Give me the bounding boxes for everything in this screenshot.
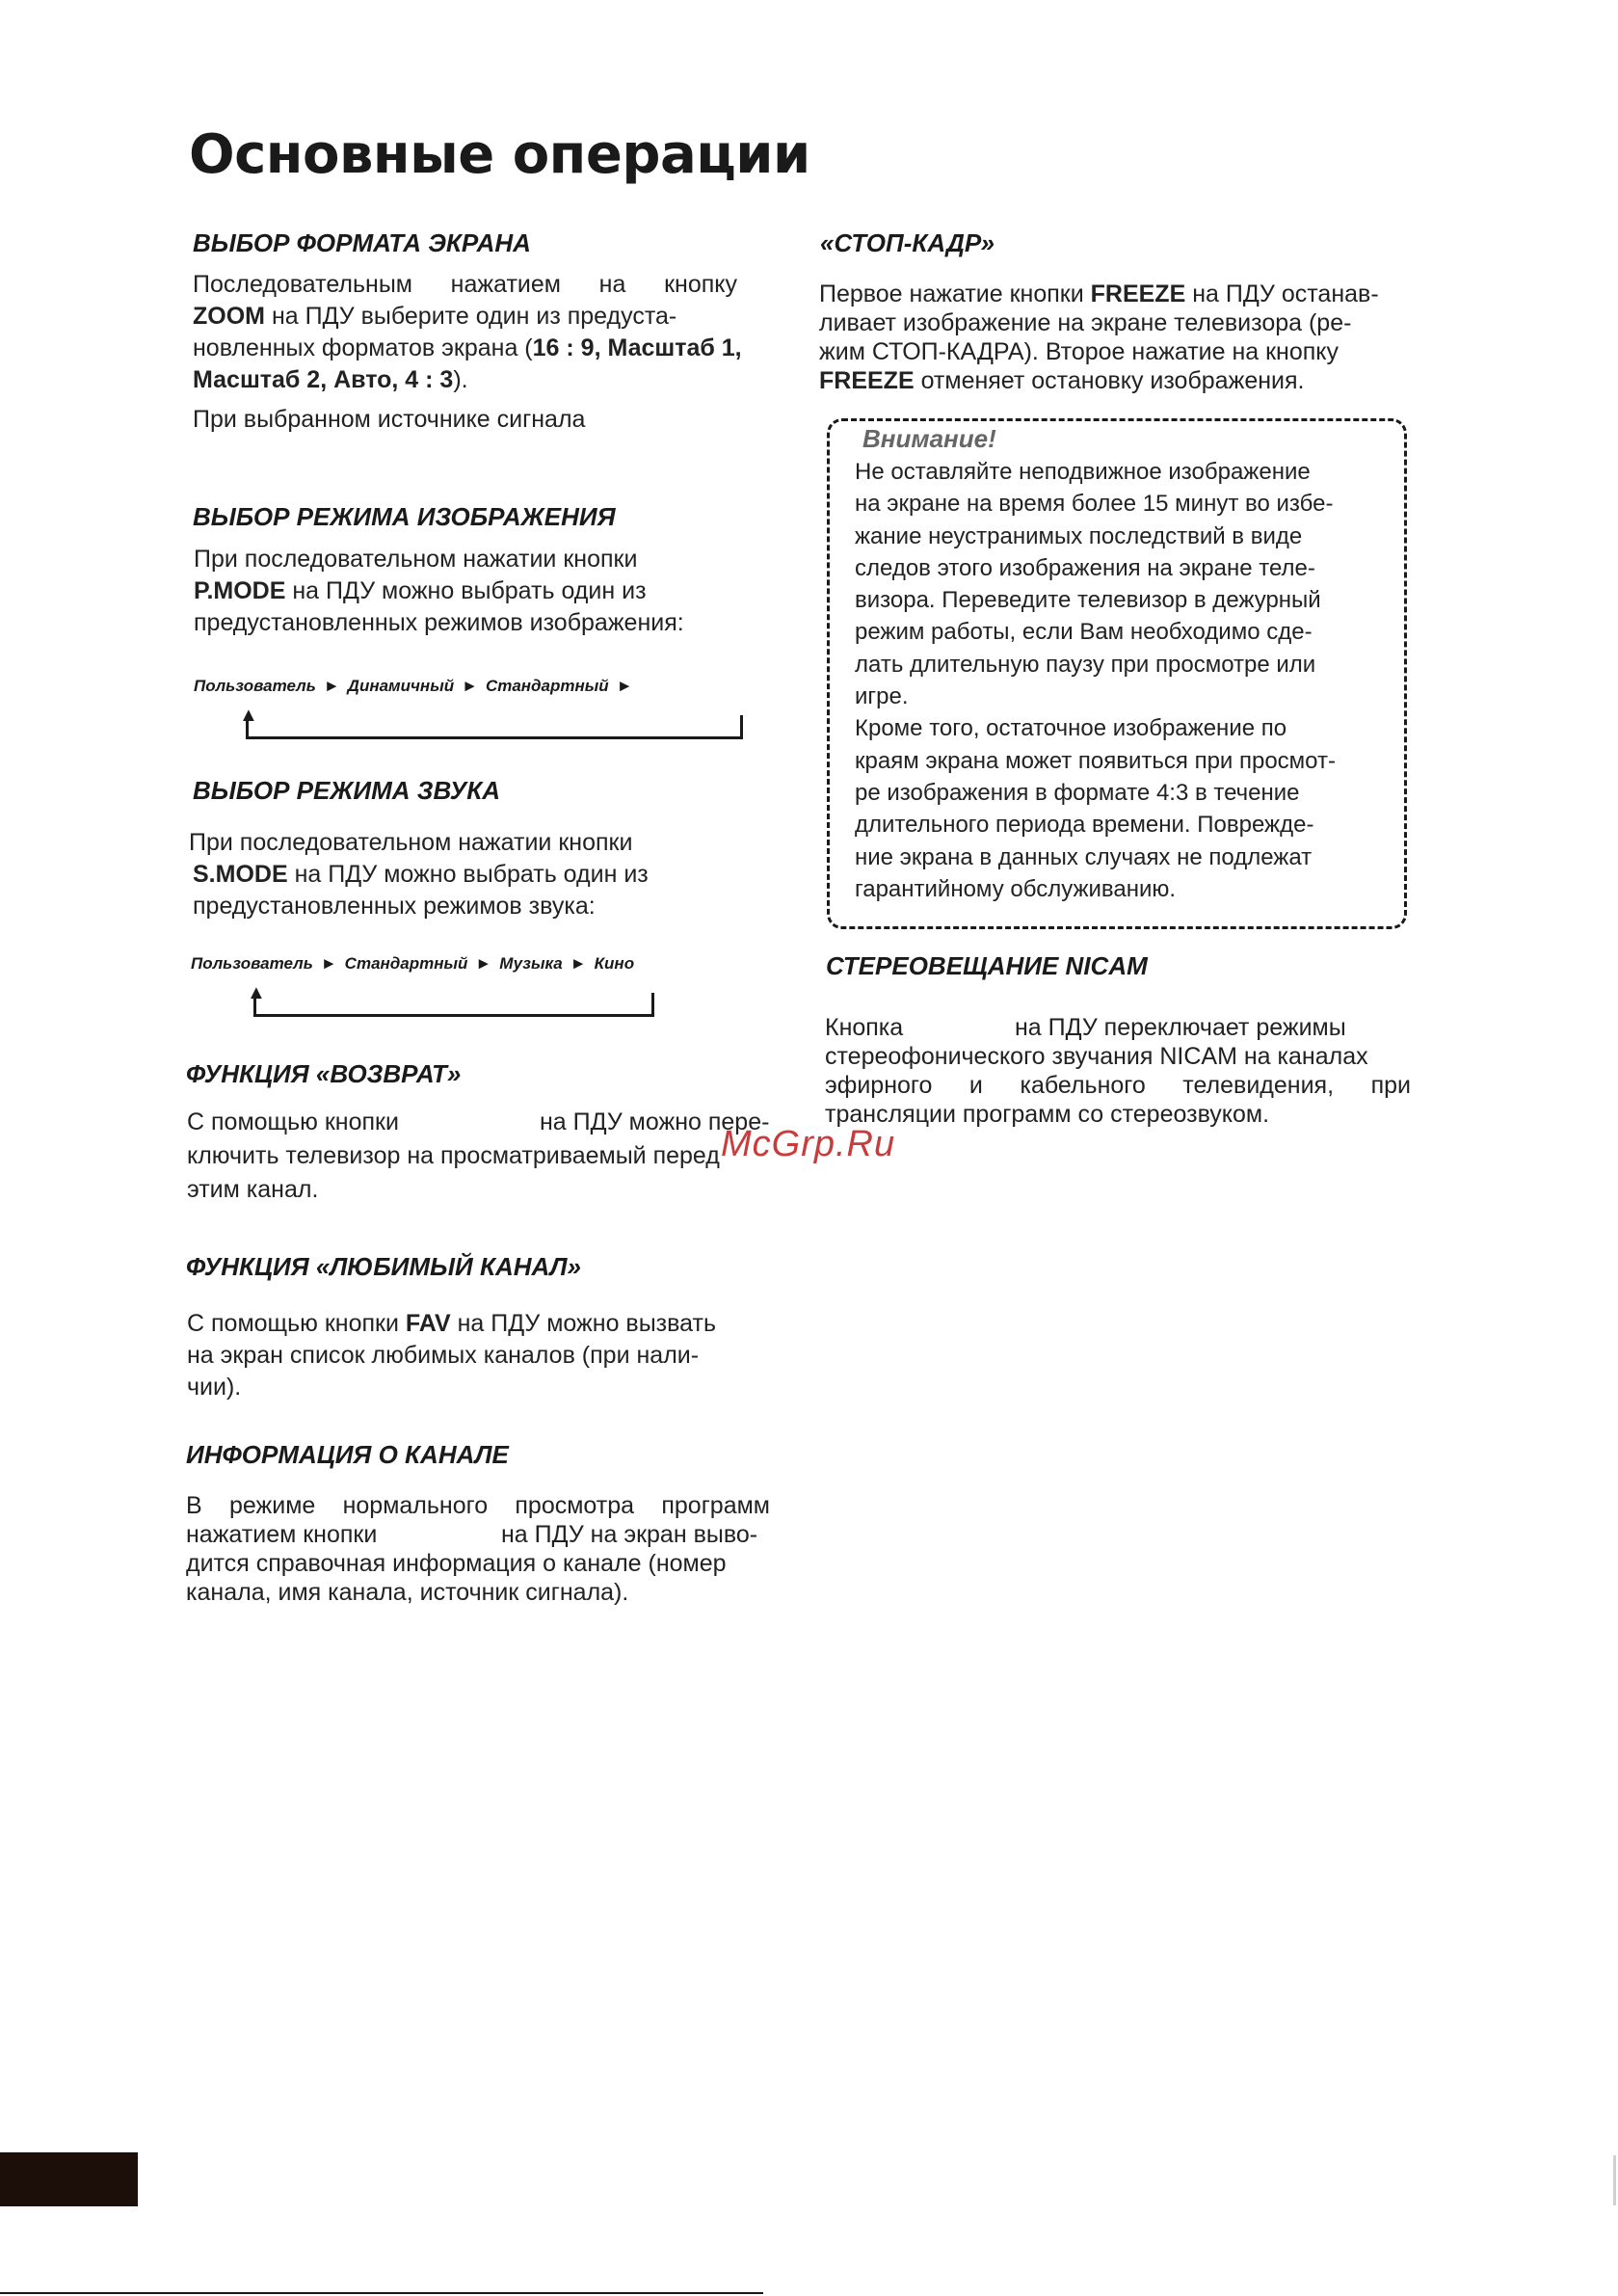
pmode-key: P.MODE: [194, 577, 286, 604]
warning-text: [855, 456, 1336, 905]
warning-line: жание неустранимых последствий в виде: [855, 522, 1303, 549]
favorite-line-2: на экран список любимых каналов (при нали-: [187, 1342, 700, 1369]
channel-info-line-3: дится справочная информация о канале (номер: [186, 1550, 727, 1577]
freeze-line-4: [819, 365, 1304, 397]
fav-key: FAV: [405, 1310, 451, 1337]
warning-line: краям экрана может появиться при просмот-: [855, 747, 1336, 774]
section-title-screen-format: ВЫБОР ФОРМАТА ЭКРАНА: [193, 228, 531, 257]
sound-mode-item: Кино: [594, 954, 635, 973]
picture-mode-item: Динамичный: [347, 677, 455, 695]
return-line-1a: С помощью кнопки: [187, 1108, 399, 1135]
arrow-up-icon: ▲: [247, 982, 266, 1003]
warning-line: ние экрана в данных случаях не подлежат: [855, 843, 1313, 870]
freeze-key: FREEZE: [819, 367, 915, 394]
warning-line: на экране на время более 15 минут во избе-: [855, 491, 1334, 518]
channel-info-line-4: канала, имя канала, источник сигнала).: [186, 1579, 629, 1606]
section-title-picture-mode: ВЫБОР РЕЖИМА ИЗОБРАЖЕНИЯ: [193, 502, 616, 531]
sound-mode-loop-line: [253, 993, 654, 1017]
sound-mode-line-3: предустановленных режимов звука:: [193, 893, 596, 920]
nicam-line-3: эфирного и кабельного телевидения, при: [825, 1072, 1411, 1099]
section-title-sound-mode: ВЫБОР РЕЖИМА ЗВУКА: [193, 776, 500, 805]
section-title-favorite: ФУНКЦИЯ «ЛЮБИМЫЙ КАНАЛ»: [186, 1252, 581, 1281]
page-number-block: [0, 2152, 138, 2206]
watermark: McGrp.Ru: [721, 1124, 896, 1164]
picture-mode-line-2: [194, 575, 647, 607]
arrow-right-icon: ►: [323, 677, 340, 695]
picture-mode-item: Стандартный: [485, 677, 609, 695]
edge-mark: [1613, 2155, 1616, 2205]
screen-format-line-3: [193, 333, 742, 396]
warning-line: визора. Переведите телевизор в дежурный: [855, 587, 1321, 614]
section-title-channel-info: ИНФОРМАЦИЯ О КАНАЛЕ: [186, 1440, 509, 1469]
freeze-line-2: ливает изображение на экране телевизора (ре-: [819, 309, 1352, 336]
sound-mode-line-1: При последовательном нажатии кнопки: [189, 829, 633, 856]
favorite-line-3: чии).: [187, 1374, 242, 1401]
freeze-text-1a: Первое нажатие кнопки: [819, 280, 1091, 307]
warning-line: Не оставляйте неподвижное изображение: [855, 459, 1311, 485]
screen-format-text-2: на ПДУ выберите один из предуста-: [265, 303, 677, 330]
picture-mode-text-2: на ПДУ можно выбрать один из: [285, 577, 647, 604]
screen-format-list: 16 : 9, Масштаб 1, Масштаб 2, Авто, 4 : 3: [193, 334, 742, 393]
footer-rule: [0, 2292, 763, 2294]
freeze-text-4: отменяет остановку изображения.: [914, 367, 1305, 394]
section-title-nicam: СТЕРЕОВЕЩАНИЕ NICAM: [826, 951, 1148, 980]
screen-format-line-1: Последовательным нажатием на кнопку: [193, 271, 737, 298]
nicam-line-1b: на ПДУ переключает режимы: [1015, 1014, 1346, 1041]
sound-mode-item: Музыка: [499, 954, 563, 973]
warning-title: Внимание!: [862, 424, 996, 453]
channel-info-line-2a: нажатием кнопки: [186, 1521, 378, 1548]
freeze-text-1b: на ПДУ останав-: [1185, 280, 1379, 307]
arrow-right-icon: ►: [616, 677, 633, 695]
screen-format-line-2: [193, 301, 742, 333]
arrow-right-icon: ►: [475, 954, 492, 973]
channel-info-line-1: В режиме нормального просмотра программ: [186, 1492, 770, 1519]
freeze-key: FREEZE: [1090, 280, 1186, 307]
section-title-freeze: «СТОП-КАДР»: [820, 228, 995, 257]
picture-mode-loop-line: [246, 715, 743, 739]
arrow-right-icon: ►: [462, 677, 478, 695]
warning-line: гарантийному обслуживанию.: [855, 875, 1177, 902]
picture-mode-line-3: предустановленных режимов изображения:: [194, 609, 684, 636]
favorite-line-1: [187, 1308, 716, 1340]
nicam-line-1a: Кнопка: [825, 1014, 904, 1041]
warning-line: лать длительную паузу при просмотре или: [855, 651, 1316, 678]
warning-line: игре.: [855, 683, 909, 710]
screen-format-text-3: новленных форматов экрана (: [193, 334, 533, 361]
sound-mode-item: Стандартный: [344, 954, 468, 973]
zoom-key: ZOOM: [193, 303, 265, 330]
picture-mode-sequence: [194, 677, 641, 696]
favorite-text-1a: С помощью кнопки: [187, 1310, 406, 1337]
smode-key: S.MODE: [193, 861, 288, 888]
section-title-return: ФУНКЦИЯ «ВОЗВРАТ»: [186, 1059, 462, 1088]
channel-info-line-2b: на ПДУ на экран выво-: [501, 1521, 758, 1548]
arrow-up-icon: ▲: [239, 705, 258, 726]
return-line-3: этим канал.: [187, 1176, 319, 1203]
warning-line: режим работы, если Вам необходимо сде-: [855, 619, 1313, 646]
picture-mode-line-1: При последовательном нажатии кнопки: [194, 546, 638, 573]
nicam-line-2: стереофонического звучания NICAM на каналах: [825, 1043, 1368, 1070]
freeze-line-3: жим СТОП-КАДРА). Второе нажатие на кнопку: [819, 338, 1339, 365]
warning-line: следов этого изображения на экране теле-: [855, 554, 1315, 581]
warning-line: ре изображения в формате 4:3 в течение: [855, 779, 1300, 806]
warning-line: длительного периода времени. Поврежде-: [855, 812, 1314, 839]
sound-mode-item: Пользователь: [191, 954, 313, 973]
arrow-right-icon: ►: [320, 954, 337, 973]
screen-format-line-5: При выбранном источнике сигнала: [193, 406, 586, 433]
nicam-line-4: трансляции программ со стереозвуком.: [825, 1101, 1270, 1128]
favorite-text-1b: на ПДУ можно вызвать: [450, 1310, 716, 1337]
return-line-1b: на ПДУ можно пере-: [540, 1108, 770, 1135]
sound-mode-text-2: на ПДУ можно выбрать один из: [287, 861, 649, 888]
freeze-line-1: [819, 279, 1379, 310]
page-title: Основные операции: [189, 123, 810, 186]
warning-line: Кроме того, остаточное изображение по: [855, 715, 1287, 742]
sound-mode-sequence: [191, 954, 634, 974]
sound-mode-line-2: [193, 859, 649, 891]
arrow-right-icon: ►: [570, 954, 587, 973]
screen-format-text-4: ).: [453, 366, 468, 393]
picture-mode-item: Пользователь: [194, 677, 316, 695]
return-line-2: ключить телевизор на просматриваемый перед: [187, 1142, 720, 1169]
